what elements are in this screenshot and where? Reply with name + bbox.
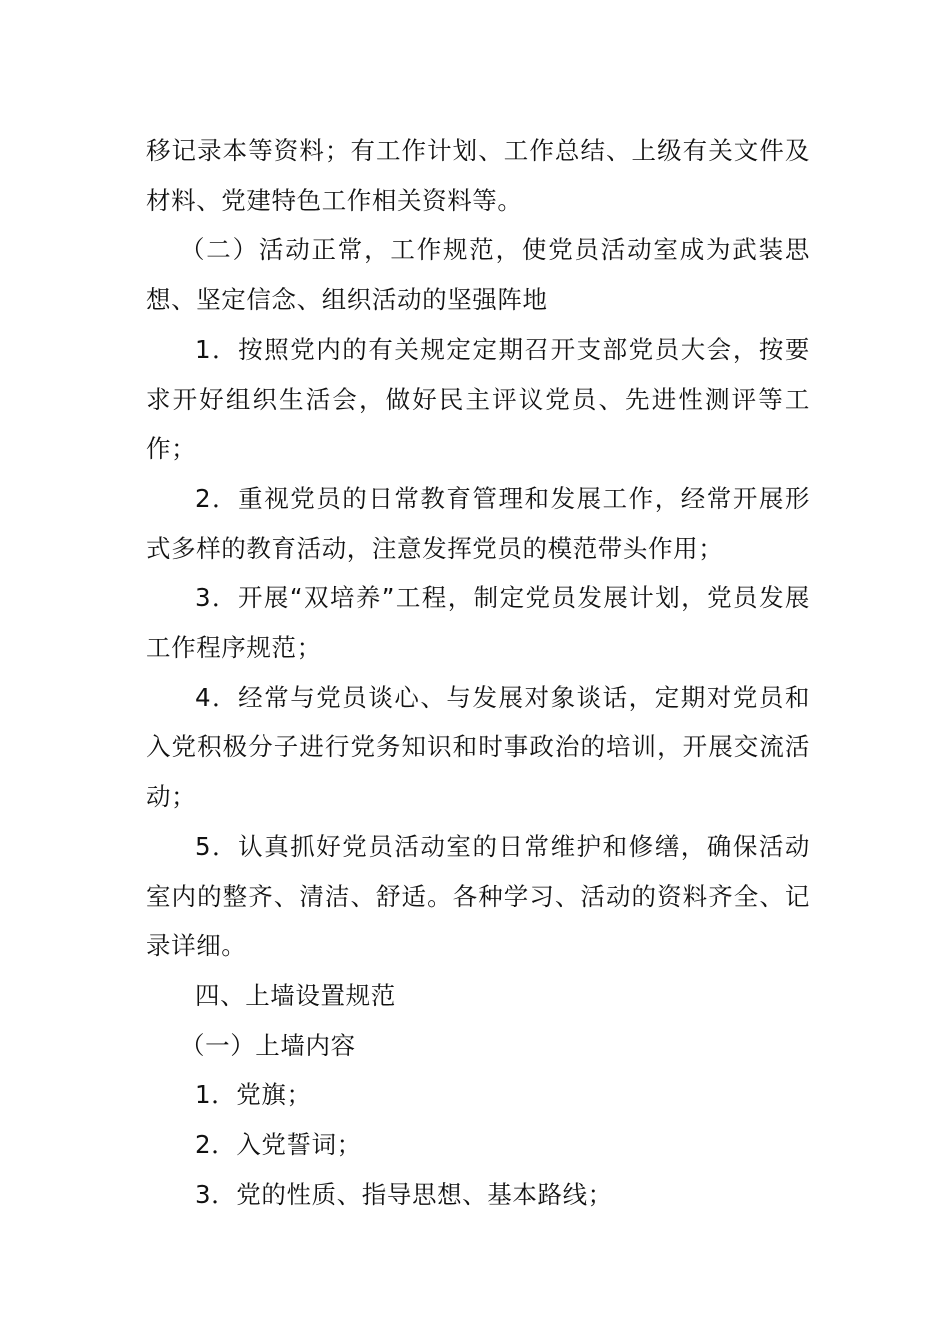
list-item-1-meetings: 1．按照党内的有关规定定期召开支部党员大会，按要求开好组织生活会，做好民主评议党员、先进性测评等工作；	[146, 334, 810, 464]
list-item-2-education: 2．重视党员的日常教育管理和发展工作，经常开展形式多样的教育活动，注意发挥党员的模范带头作用；	[146, 483, 810, 563]
section-heading-activities: （二）活动正常，工作规范，使党员活动室成为武装思想、坚定信念、组织活动的坚强阵地	[146, 235, 810, 315]
subsection-heading-wall-content: （一）上墙内容	[180, 1030, 356, 1060]
list-item-4-training: 4．经常与党员谈心、与发展对象谈话，定期对党员和入党积极分子进行党务知识和时事政治的培训，开展交流活动；	[146, 682, 810, 812]
list-item-3-development: 3．开展“双培养”工程，制定党员发展计划，党员发展工作程序规范；	[146, 583, 810, 663]
paragraph-materials-continued: 移记录本等资料；有工作计划、工作总结、上级有关文件及材料、党建特色工作相关资料等。	[146, 136, 810, 215]
list-item-oath: 2．入党誓词；	[195, 1130, 362, 1160]
section-heading-wall-setup: 四、上墙设置规范	[195, 980, 396, 1010]
list-item-party-flag: 1．党旗；	[195, 1080, 312, 1110]
document-body	[146, 126, 810, 1219]
list-item-party-nature: 3．党的性质、指导思想、基本路线；	[195, 1179, 613, 1209]
list-item-5-maintenance: 5．认真抓好党员活动室的日常维护和修缮，确保活动室内的整齐、清洁、舒适。各种学习、活动的资料齐全、记录详细。	[146, 831, 810, 961]
